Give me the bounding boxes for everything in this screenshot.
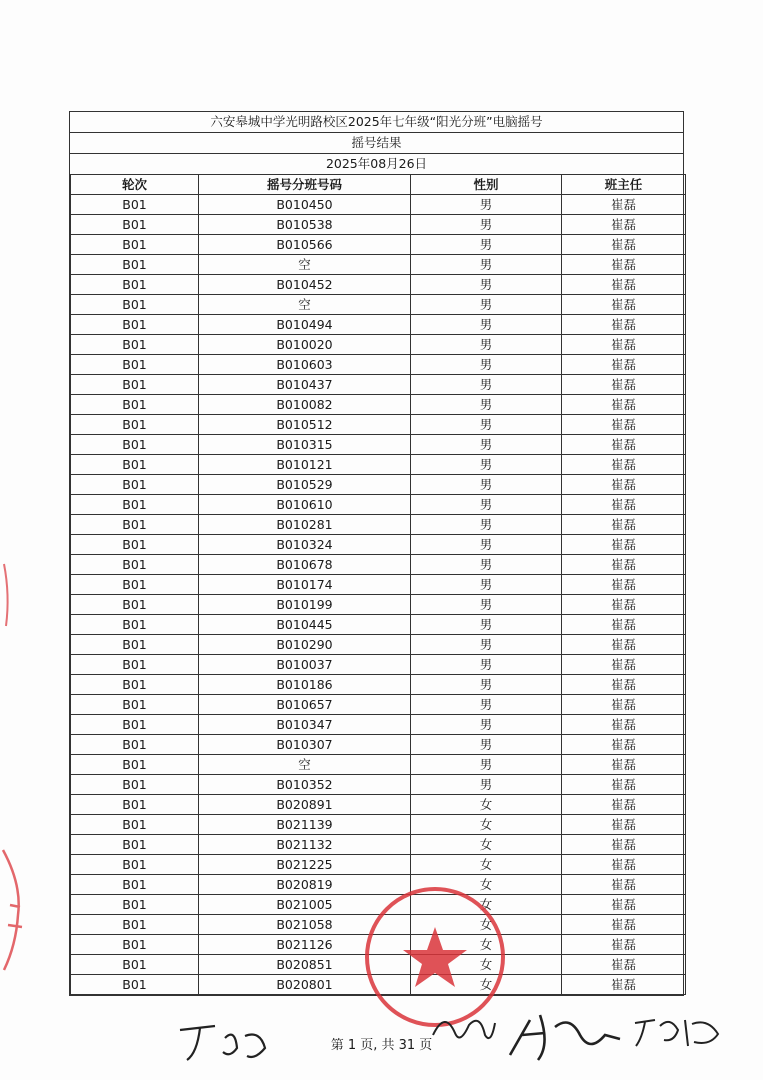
row-gender: 男 bbox=[411, 655, 562, 675]
row-gender: 男 bbox=[411, 315, 562, 335]
table-row bbox=[71, 275, 686, 295]
row-teacher: 崔磊 bbox=[562, 675, 686, 695]
table-row bbox=[71, 535, 686, 555]
row-round: B01 bbox=[71, 395, 199, 415]
row-teacher: 崔磊 bbox=[562, 295, 686, 315]
row-number: B021132 bbox=[199, 835, 411, 855]
row-round: B01 bbox=[71, 715, 199, 735]
row-number: B020801 bbox=[199, 975, 411, 995]
row-teacher: 崔磊 bbox=[562, 555, 686, 575]
row-round: B01 bbox=[71, 955, 199, 975]
table-row bbox=[71, 215, 686, 235]
table-row bbox=[71, 335, 686, 355]
row-number: B010678 bbox=[199, 555, 411, 575]
table-row bbox=[71, 255, 686, 275]
row-teacher: 崔磊 bbox=[562, 695, 686, 715]
row-teacher: 崔磊 bbox=[562, 855, 686, 875]
column-header-number: 摇号分班号码 bbox=[199, 175, 411, 195]
row-round: B01 bbox=[71, 695, 199, 715]
row-gender: 女 bbox=[411, 835, 562, 855]
row-round: B01 bbox=[71, 375, 199, 395]
row-round: B01 bbox=[71, 535, 199, 555]
row-gender: 女 bbox=[411, 975, 562, 995]
row-gender: 女 bbox=[411, 955, 562, 975]
row-gender: 男 bbox=[411, 715, 562, 735]
signature-1-icon bbox=[175, 1018, 275, 1068]
row-teacher: 崔磊 bbox=[562, 215, 686, 235]
row-round: B01 bbox=[71, 935, 199, 955]
row-teacher: 崔磊 bbox=[562, 715, 686, 735]
row-gender: 男 bbox=[411, 635, 562, 655]
row-number: B010610 bbox=[199, 495, 411, 515]
row-round: B01 bbox=[71, 355, 199, 375]
page-number: 第 1 页, 共 31 页 bbox=[330, 1038, 433, 1053]
row-number: B010020 bbox=[199, 335, 411, 355]
row-teacher: 崔磊 bbox=[562, 935, 686, 955]
row-gender: 男 bbox=[411, 775, 562, 795]
row-teacher: 崔磊 bbox=[562, 255, 686, 275]
row-gender: 男 bbox=[411, 495, 562, 515]
row-gender: 女 bbox=[411, 875, 562, 895]
table-row bbox=[71, 715, 686, 735]
table-row bbox=[71, 855, 686, 875]
row-teacher: 崔磊 bbox=[562, 515, 686, 535]
row-gender: 男 bbox=[411, 335, 562, 355]
row-gender: 男 bbox=[411, 255, 562, 275]
row-teacher: 崔磊 bbox=[562, 875, 686, 895]
row-teacher: 崔磊 bbox=[562, 575, 686, 595]
table-row bbox=[71, 295, 686, 315]
row-gender: 男 bbox=[411, 215, 562, 235]
row-teacher: 崔磊 bbox=[562, 635, 686, 655]
row-teacher: 崔磊 bbox=[562, 315, 686, 335]
table-row bbox=[71, 615, 686, 635]
row-round: B01 bbox=[71, 795, 199, 815]
row-round: B01 bbox=[71, 195, 199, 215]
table-row bbox=[71, 515, 686, 535]
row-teacher: 崔磊 bbox=[562, 595, 686, 615]
row-number: B010603 bbox=[199, 355, 411, 375]
table-row bbox=[71, 435, 686, 455]
row-gender: 男 bbox=[411, 575, 562, 595]
row-teacher: 崔磊 bbox=[562, 475, 686, 495]
row-teacher: 崔磊 bbox=[562, 535, 686, 555]
row-round: B01 bbox=[71, 555, 199, 575]
row-number: B010512 bbox=[199, 415, 411, 435]
row-number: B010186 bbox=[199, 675, 411, 695]
column-header-teacher: 班主任 bbox=[562, 175, 686, 195]
row-teacher: 崔磊 bbox=[562, 375, 686, 395]
document-subtitle: 摇号结果 bbox=[70, 133, 683, 154]
row-round: B01 bbox=[71, 775, 199, 795]
row-number: B010437 bbox=[199, 375, 411, 395]
row-round: B01 bbox=[71, 575, 199, 595]
row-number: B020819 bbox=[199, 875, 411, 895]
row-gender: 男 bbox=[411, 595, 562, 615]
row-gender: 女 bbox=[411, 915, 562, 935]
row-number: B021126 bbox=[199, 935, 411, 955]
row-round: B01 bbox=[71, 615, 199, 635]
row-number: B010307 bbox=[199, 735, 411, 755]
row-number: B021058 bbox=[199, 915, 411, 935]
row-round: B01 bbox=[71, 435, 199, 455]
row-gender: 男 bbox=[411, 515, 562, 535]
row-gender: 男 bbox=[411, 615, 562, 635]
row-number: 空 bbox=[199, 295, 411, 315]
row-number: B010347 bbox=[199, 715, 411, 735]
row-teacher: 崔磊 bbox=[562, 655, 686, 675]
row-gender: 女 bbox=[411, 895, 562, 915]
table-row bbox=[71, 355, 686, 375]
row-gender: 男 bbox=[411, 275, 562, 295]
row-number: B010290 bbox=[199, 635, 411, 655]
row-gender: 男 bbox=[411, 675, 562, 695]
row-gender: 男 bbox=[411, 735, 562, 755]
table-row bbox=[71, 375, 686, 395]
row-teacher: 崔磊 bbox=[562, 335, 686, 355]
row-teacher: 崔磊 bbox=[562, 195, 686, 215]
row-round: B01 bbox=[71, 595, 199, 615]
row-round: B01 bbox=[71, 875, 199, 895]
row-number: B020891 bbox=[199, 795, 411, 815]
row-gender: 男 bbox=[411, 695, 562, 715]
row-round: B01 bbox=[71, 515, 199, 535]
row-gender: 男 bbox=[411, 355, 562, 375]
table-row bbox=[71, 755, 686, 775]
document-title: 六安皋城中学光明路校区2025年七年级“阳光分班”电脑摇号 bbox=[70, 112, 683, 133]
row-round: B01 bbox=[71, 455, 199, 475]
row-number: B010352 bbox=[199, 775, 411, 795]
table-header-row bbox=[71, 175, 686, 195]
row-round: B01 bbox=[71, 915, 199, 935]
row-gender: 男 bbox=[411, 475, 562, 495]
row-number: B010082 bbox=[199, 395, 411, 415]
row-round: B01 bbox=[71, 315, 199, 335]
table-row bbox=[71, 475, 686, 495]
row-number: B010538 bbox=[199, 215, 411, 235]
row-number: B021005 bbox=[199, 895, 411, 915]
row-gender: 女 bbox=[411, 795, 562, 815]
row-number: B010445 bbox=[199, 615, 411, 635]
row-number: B010494 bbox=[199, 315, 411, 335]
row-round: B01 bbox=[71, 835, 199, 855]
row-gender: 男 bbox=[411, 555, 562, 575]
row-teacher: 崔磊 bbox=[562, 755, 686, 775]
row-number: B010037 bbox=[199, 655, 411, 675]
row-teacher: 崔磊 bbox=[562, 915, 686, 935]
row-teacher: 崔磊 bbox=[562, 775, 686, 795]
row-teacher: 崔磊 bbox=[562, 395, 686, 415]
row-round: B01 bbox=[71, 895, 199, 915]
row-teacher: 崔磊 bbox=[562, 455, 686, 475]
row-round: B01 bbox=[71, 635, 199, 655]
row-number: B021225 bbox=[199, 855, 411, 875]
result-table bbox=[70, 174, 686, 995]
table-row bbox=[71, 775, 686, 795]
row-number: B010121 bbox=[199, 455, 411, 475]
row-round: B01 bbox=[71, 475, 199, 495]
table-row bbox=[71, 735, 686, 755]
row-teacher: 崔磊 bbox=[562, 235, 686, 255]
row-round: B01 bbox=[71, 335, 199, 355]
table-row bbox=[71, 495, 686, 515]
row-gender: 男 bbox=[411, 375, 562, 395]
row-gender: 男 bbox=[411, 455, 562, 475]
table-row bbox=[71, 235, 686, 255]
row-teacher: 崔磊 bbox=[562, 275, 686, 295]
table-row bbox=[71, 415, 686, 435]
row-gender: 男 bbox=[411, 195, 562, 215]
row-teacher: 崔磊 bbox=[562, 415, 686, 435]
row-gender: 男 bbox=[411, 435, 562, 455]
row-round: B01 bbox=[71, 735, 199, 755]
row-number: B010657 bbox=[199, 695, 411, 715]
row-number: B010174 bbox=[199, 575, 411, 595]
signature-3-icon bbox=[500, 1005, 630, 1065]
document-date: 2025年08月26日 bbox=[325, 156, 428, 171]
row-gender: 女 bbox=[411, 815, 562, 835]
row-teacher: 崔磊 bbox=[562, 355, 686, 375]
row-teacher: 崔磊 bbox=[562, 835, 686, 855]
row-number: B010199 bbox=[199, 595, 411, 615]
table-row bbox=[71, 655, 686, 675]
row-round: B01 bbox=[71, 235, 199, 255]
row-teacher: 崔磊 bbox=[562, 495, 686, 515]
row-number: B010529 bbox=[199, 475, 411, 495]
table-row bbox=[71, 555, 686, 575]
result-sheet bbox=[69, 111, 684, 996]
row-gender: 男 bbox=[411, 235, 562, 255]
row-teacher: 崔磊 bbox=[562, 615, 686, 635]
row-round: B01 bbox=[71, 215, 199, 235]
row-number: B021139 bbox=[199, 815, 411, 835]
table-row bbox=[71, 575, 686, 595]
row-teacher: 崔磊 bbox=[562, 815, 686, 835]
row-round: B01 bbox=[71, 415, 199, 435]
row-teacher: 崔磊 bbox=[562, 435, 686, 455]
row-round: B01 bbox=[71, 975, 199, 995]
column-header-gender: 性别 bbox=[411, 175, 562, 195]
row-gender: 男 bbox=[411, 415, 562, 435]
row-teacher: 崔磊 bbox=[562, 955, 686, 975]
row-teacher: 崔磊 bbox=[562, 795, 686, 815]
table-row bbox=[71, 455, 686, 475]
table-row bbox=[71, 315, 686, 335]
row-gender: 男 bbox=[411, 295, 562, 315]
table-row bbox=[71, 795, 686, 815]
row-gender: 男 bbox=[411, 755, 562, 775]
row-number: 空 bbox=[199, 755, 411, 775]
row-round: B01 bbox=[71, 675, 199, 695]
edge-stamp-mark-top bbox=[0, 560, 14, 630]
row-round: B01 bbox=[71, 275, 199, 295]
row-round: B01 bbox=[71, 755, 199, 775]
row-teacher: 崔磊 bbox=[562, 735, 686, 755]
row-teacher: 崔磊 bbox=[562, 895, 686, 915]
row-number: B010566 bbox=[199, 235, 411, 255]
row-teacher: 崔磊 bbox=[562, 975, 686, 995]
table-row bbox=[71, 195, 686, 215]
signature-4-icon bbox=[630, 1008, 725, 1053]
row-number: B010324 bbox=[199, 535, 411, 555]
row-number: 空 bbox=[199, 255, 411, 275]
table-row bbox=[71, 835, 686, 855]
row-round: B01 bbox=[71, 815, 199, 835]
row-gender: 女 bbox=[411, 935, 562, 955]
signature-2-icon bbox=[425, 1005, 500, 1055]
table-row bbox=[71, 595, 686, 615]
row-gender: 男 bbox=[411, 535, 562, 555]
row-round: B01 bbox=[71, 855, 199, 875]
row-number: B010281 bbox=[199, 515, 411, 535]
row-number: B020851 bbox=[199, 955, 411, 975]
row-number: B010452 bbox=[199, 275, 411, 295]
table-row bbox=[71, 675, 686, 695]
row-round: B01 bbox=[71, 655, 199, 675]
column-header-round: 轮次 bbox=[71, 175, 199, 195]
row-gender: 男 bbox=[411, 395, 562, 415]
row-gender: 女 bbox=[411, 855, 562, 875]
row-round: B01 bbox=[71, 495, 199, 515]
table-row bbox=[71, 635, 686, 655]
row-number: B010315 bbox=[199, 435, 411, 455]
row-round: B01 bbox=[71, 295, 199, 315]
table-row bbox=[71, 695, 686, 715]
table-row bbox=[71, 815, 686, 835]
row-number: B010450 bbox=[199, 195, 411, 215]
row-round: B01 bbox=[71, 255, 199, 275]
table-row bbox=[71, 395, 686, 415]
edge-stamp-mark-bottom bbox=[0, 845, 30, 975]
